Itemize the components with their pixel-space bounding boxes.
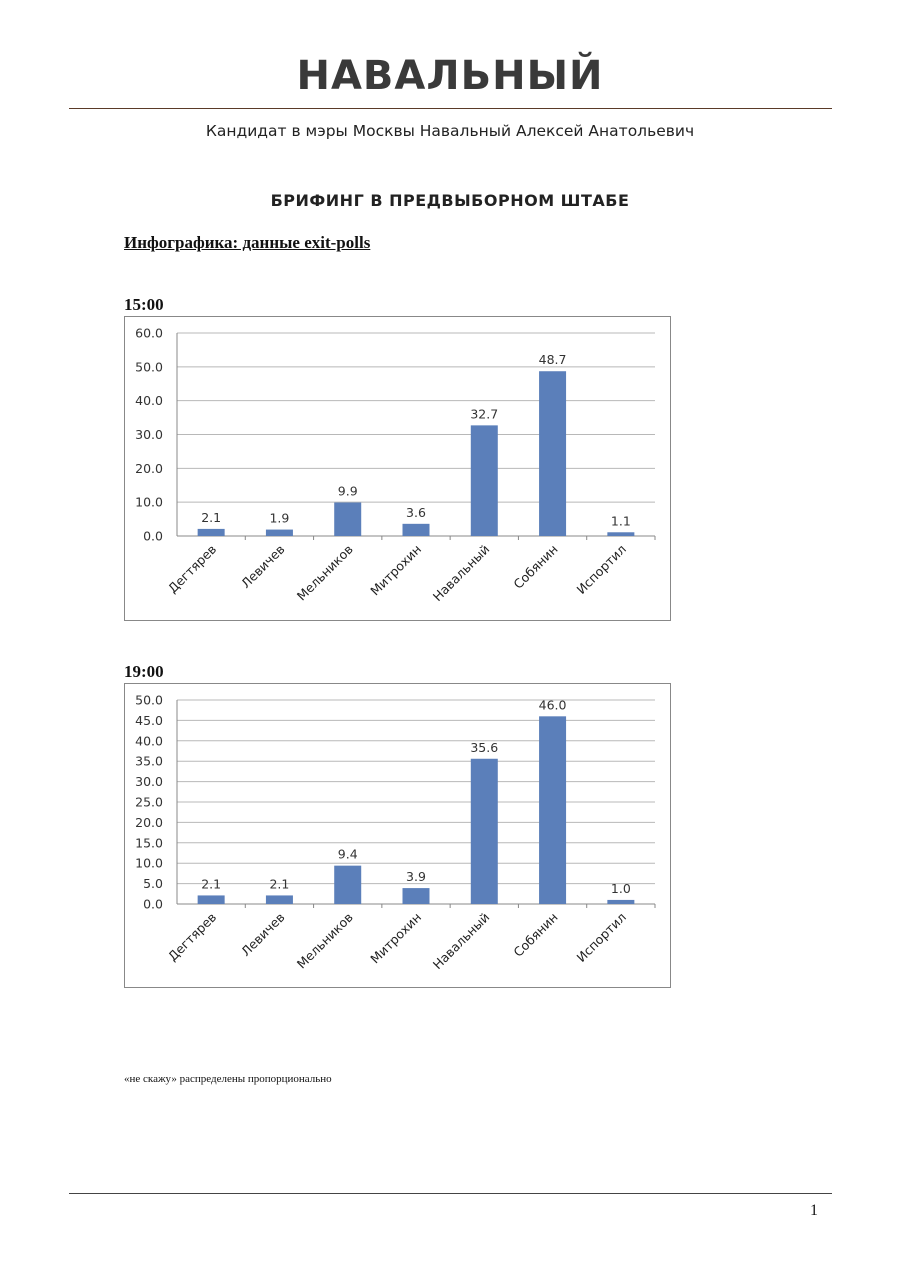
y-tick-label: 45.0 <box>135 712 163 728</box>
category-label: Собянин <box>510 909 561 960</box>
y-tick-label: 10.0 <box>135 494 163 510</box>
y-tick-label: 50.0 <box>135 692 163 708</box>
data-label: 35.6 <box>470 739 499 755</box>
data-label: 2.1 <box>269 876 290 892</box>
y-tick-label: 25.0 <box>135 794 163 810</box>
y-tick-label: 10.0 <box>135 855 163 871</box>
footer-divider <box>69 1193 832 1194</box>
bar-5 <box>471 759 498 904</box>
data-label: 32.7 <box>470 406 499 422</box>
bar-6 <box>539 371 566 536</box>
chart-1-exit-poll-15 <box>125 317 670 620</box>
chart-1-frame <box>124 316 671 621</box>
logo: НАВАЛЬНЫЙ <box>296 53 604 99</box>
header-divider <box>69 108 832 109</box>
bar-7 <box>607 532 634 536</box>
page-number: 1 <box>810 1202 818 1219</box>
category-label: Дегтярев <box>164 541 220 596</box>
y-tick-label: 35.0 <box>135 753 163 769</box>
data-label: 2.1 <box>201 509 222 525</box>
category-label: Мельников <box>293 541 356 604</box>
data-label: 48.7 <box>538 352 567 368</box>
y-tick-label: 15.0 <box>135 835 163 851</box>
bar-1 <box>198 895 225 904</box>
data-label: 1.9 <box>269 510 290 526</box>
chart-2-exit-poll-19 <box>125 684 670 987</box>
category-label: Навальный <box>429 909 493 973</box>
y-tick-label: 60.0 <box>135 325 163 341</box>
bar-4 <box>403 524 430 536</box>
bar-2 <box>266 530 293 536</box>
data-label: 3.9 <box>406 869 426 885</box>
category-label: Мельников <box>293 909 356 972</box>
y-tick-label: 0.0 <box>143 528 163 544</box>
data-label: 9.9 <box>337 483 358 499</box>
data-label: 2.1 <box>201 876 222 892</box>
data-label: 46.0 <box>538 697 567 713</box>
chart-1-time-label: 15:00 <box>124 295 164 314</box>
category-label: Митрохин <box>367 909 425 967</box>
bar-4 <box>403 888 430 904</box>
y-tick-label: 0.0 <box>143 896 163 912</box>
bar-6 <box>539 716 566 904</box>
bar-2 <box>266 895 293 904</box>
data-label: 3.6 <box>406 504 426 520</box>
chart-2-frame <box>124 683 671 988</box>
category-label: Левичев <box>238 909 288 960</box>
bar-5 <box>471 425 498 536</box>
y-tick-label: 30.0 <box>135 774 163 790</box>
briefing-heading: БРИФИНГ В ПРЕДВЫБОРНОМ ШТАБЕ <box>270 191 630 210</box>
candidate-line: Кандидат в мэры Москвы Навальный Алексей Анатольевич <box>205 122 695 140</box>
category-label: Дегтярев <box>164 909 220 964</box>
chart-2-time-label: 19:00 <box>124 662 164 681</box>
bar-7 <box>607 900 634 904</box>
infographic-heading: Инфографика: данные exit-polls <box>124 233 371 252</box>
category-label: Митрохин <box>367 541 425 599</box>
data-label: 9.4 <box>337 846 358 862</box>
y-tick-label: 30.0 <box>135 427 163 442</box>
bar-3 <box>334 866 361 904</box>
y-tick-label: 5.0 <box>143 876 163 892</box>
y-tick-label: 40.0 <box>135 393 163 409</box>
y-tick-label: 40.0 <box>135 733 163 749</box>
category-label: Собянин <box>510 541 561 592</box>
y-tick-label: 20.0 <box>135 460 163 476</box>
y-tick-label: 50.0 <box>135 359 163 375</box>
data-label: 1.0 <box>610 880 631 896</box>
footnote: «не скажу» распределены пропорционально <box>124 1073 332 1085</box>
data-label: 1.1 <box>610 513 631 529</box>
category-label: Навальный <box>429 541 493 605</box>
category-label: Испортил <box>573 541 629 597</box>
bar-3 <box>334 503 361 536</box>
y-tick-label: 20.0 <box>135 814 163 830</box>
category-label: Испортил <box>573 909 629 965</box>
category-label: Левичев <box>238 541 288 592</box>
bar-1 <box>198 529 225 536</box>
